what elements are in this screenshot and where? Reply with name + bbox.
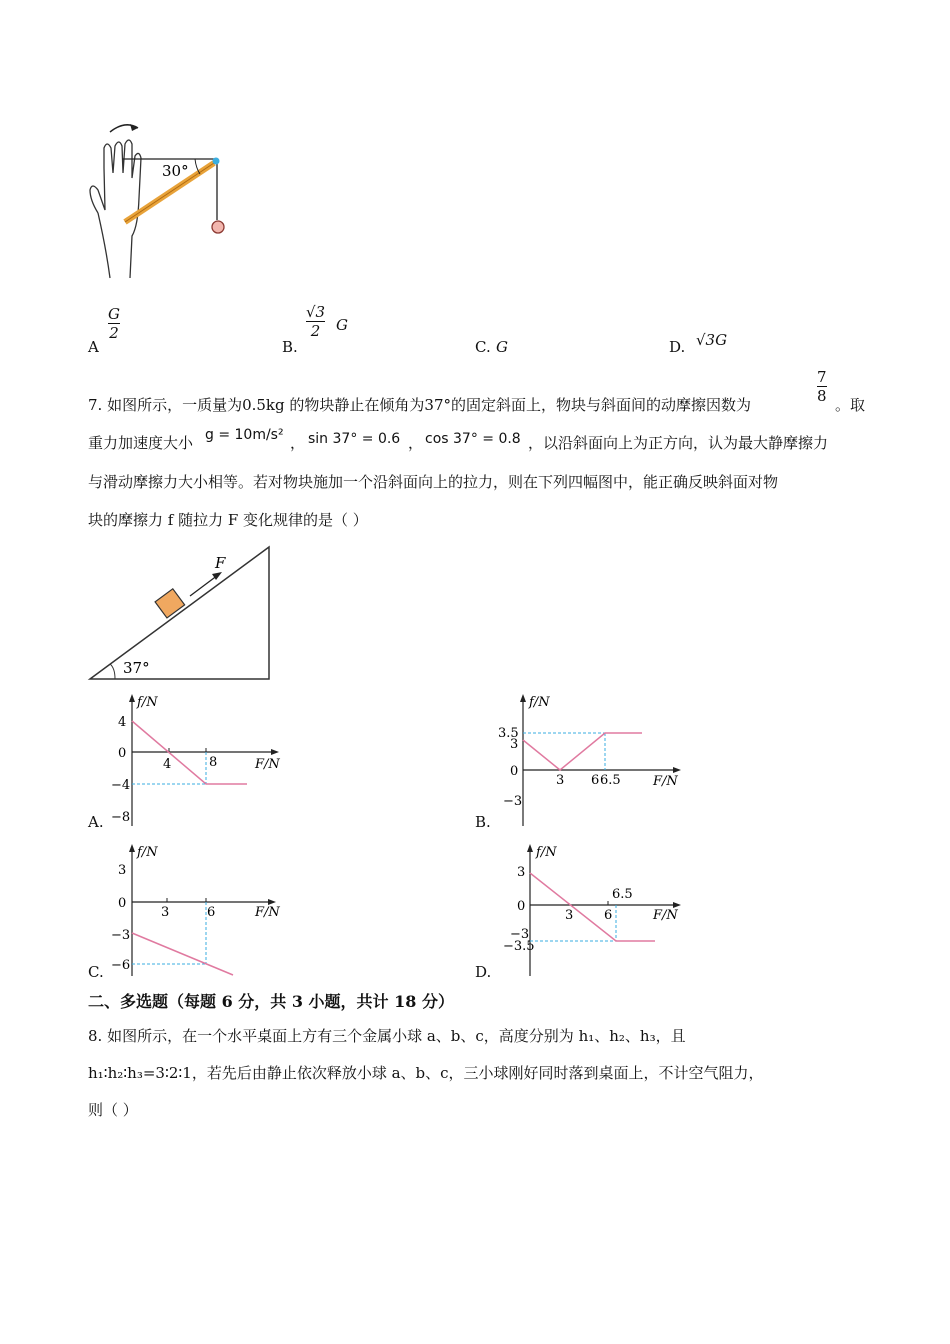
option-a-fraction: G 2 (108, 305, 120, 342)
graph-a-option-label: A. (88, 813, 104, 831)
option-b-fraction: √3 2 (306, 303, 326, 340)
option-a-label: A (88, 338, 99, 356)
graph-b-x-tick-6-5: 6.5 (600, 773, 621, 788)
option-b-label: B. (282, 338, 298, 356)
incline-triangle (90, 547, 269, 679)
q8-line1: 8. 如图所示，在一个水平桌面上方有三个金属小球 a、b、c，高度分别为 h₁、h₂、h₃，且 (88, 1027, 686, 1045)
mu-fraction: 7 8 (817, 368, 827, 405)
graph-b-curve (523, 733, 642, 770)
graph-d-x-tick-6: 6 (604, 908, 613, 923)
graph-b-y-tick-3: 3 (510, 737, 519, 752)
graph-c-x-tick-3: 3 (161, 905, 170, 920)
option-d-label: D. (669, 338, 686, 356)
graph-a-y-tick-m4: −4 (111, 778, 131, 793)
graph-d-y-tick-m3: −3 (510, 927, 530, 942)
graph-a-y-tick-0: 0 (118, 746, 127, 761)
graph-d (495, 840, 695, 980)
graph-c-y-tick-0: 0 (118, 896, 127, 911)
hand-pencil-figure (80, 118, 250, 288)
angle-label: 30° (162, 162, 189, 180)
q7-line1-end: 。取 (835, 396, 866, 414)
graph-d-y-tick-0: 0 (517, 899, 526, 914)
q7-line2-start: 重力加速度大小 (88, 434, 194, 452)
graph-a-x-tick-8: 8 (209, 755, 218, 770)
section-2-title: 二、多选题（每题 6 分，共 3 小题，共计 18 分） (88, 992, 454, 1011)
option-c-value: G (496, 338, 508, 356)
graph-a-x-tick-4: 4 (163, 757, 172, 772)
q7-line2-end: ，以沿斜面向上为正方向，认为最大静摩擦力 (528, 434, 829, 452)
graph-a-y-label: f/N (137, 695, 158, 710)
graph-a-y-tick-m8: −8 (111, 810, 131, 825)
g-expression: g = 10m/s² (205, 427, 284, 443)
graph-c-x-tick-6: 6 (207, 905, 216, 920)
graph-b-x-label: F/N (653, 774, 678, 789)
graph-b-x-tick-6: 6 (591, 773, 600, 788)
incline-angle-label: 37° (123, 659, 150, 677)
graph-b (495, 690, 695, 830)
graph-c-y-tick-m3: −3 (111, 928, 131, 943)
graph-c-y-label: f/N (137, 845, 158, 860)
graph-a (105, 690, 295, 830)
graph-c-y-tick-m6: −6 (111, 958, 131, 973)
q8-line2: h₁∶h₂∶h₃=3∶2∶1，若先后由静止依次释放小球 a、b、c，三小球刚好同时落到桌面上，不计空气阻力， (88, 1064, 764, 1082)
graph-c (105, 840, 295, 980)
graph-b-y-tick-0: 0 (510, 764, 519, 779)
graph-b-option-label: B. (475, 813, 491, 831)
graph-c-curve (132, 933, 233, 975)
graph-d-y-tick-3: 3 (517, 865, 526, 880)
graph-b-y-tick-m3: −3 (503, 794, 523, 809)
graph-a-y-tick-4: 4 (118, 715, 127, 730)
graph-c-option-label: C. (88, 963, 104, 981)
graph-d-x-tick-6-5: 6.5 (612, 887, 633, 902)
graph-d-y-label: f/N (536, 845, 557, 860)
sin-expression: sin 37° = 0.6 (308, 431, 401, 447)
option-c-label: C. (475, 338, 491, 356)
cos-expression: cos 37° = 0.8 (425, 431, 521, 447)
graph-d-x-label: F/N (653, 908, 678, 923)
graph-d-curve (530, 873, 655, 941)
block (155, 589, 185, 618)
hanging-ball (212, 221, 224, 233)
q8-line3: 则（ ） (88, 1101, 138, 1119)
graph-b-x-tick-3: 3 (556, 773, 565, 788)
q7-line3: 与滑动摩擦力大小相等。若对物块施加一个沿斜面向上的拉力，则在下列四幅图中，能正确反映斜面对物 (88, 473, 779, 491)
force-label: F (215, 554, 226, 572)
graph-b-y-tick-3-5: 3.5 (498, 726, 519, 741)
graph-c-x-label: F/N (255, 905, 280, 920)
graph-d-x-tick-3: 3 (565, 908, 574, 923)
hand-outline (90, 140, 141, 278)
incline-figure (85, 540, 285, 685)
graph-d-option-label: D. (475, 963, 492, 981)
graph-d-y-tick-m3-5: −3.5 (503, 939, 535, 954)
q7-line1: 7. 如图所示，一质量为0.5kg 的物块静止在倾角为37°的固定斜面上，物块与斜面间的动摩擦因数为 (88, 396, 751, 414)
graph-b-y-label: f/N (529, 695, 550, 710)
option-b-tail: G (336, 316, 348, 334)
option-d-value: √3G (696, 331, 728, 349)
q7-line4: 块的摩擦力 f 随拉力 F 变化规律的是（ ） (88, 511, 368, 529)
graph-a-x-label: F/N (255, 757, 280, 772)
graph-c-y-tick-3: 3 (118, 863, 127, 878)
